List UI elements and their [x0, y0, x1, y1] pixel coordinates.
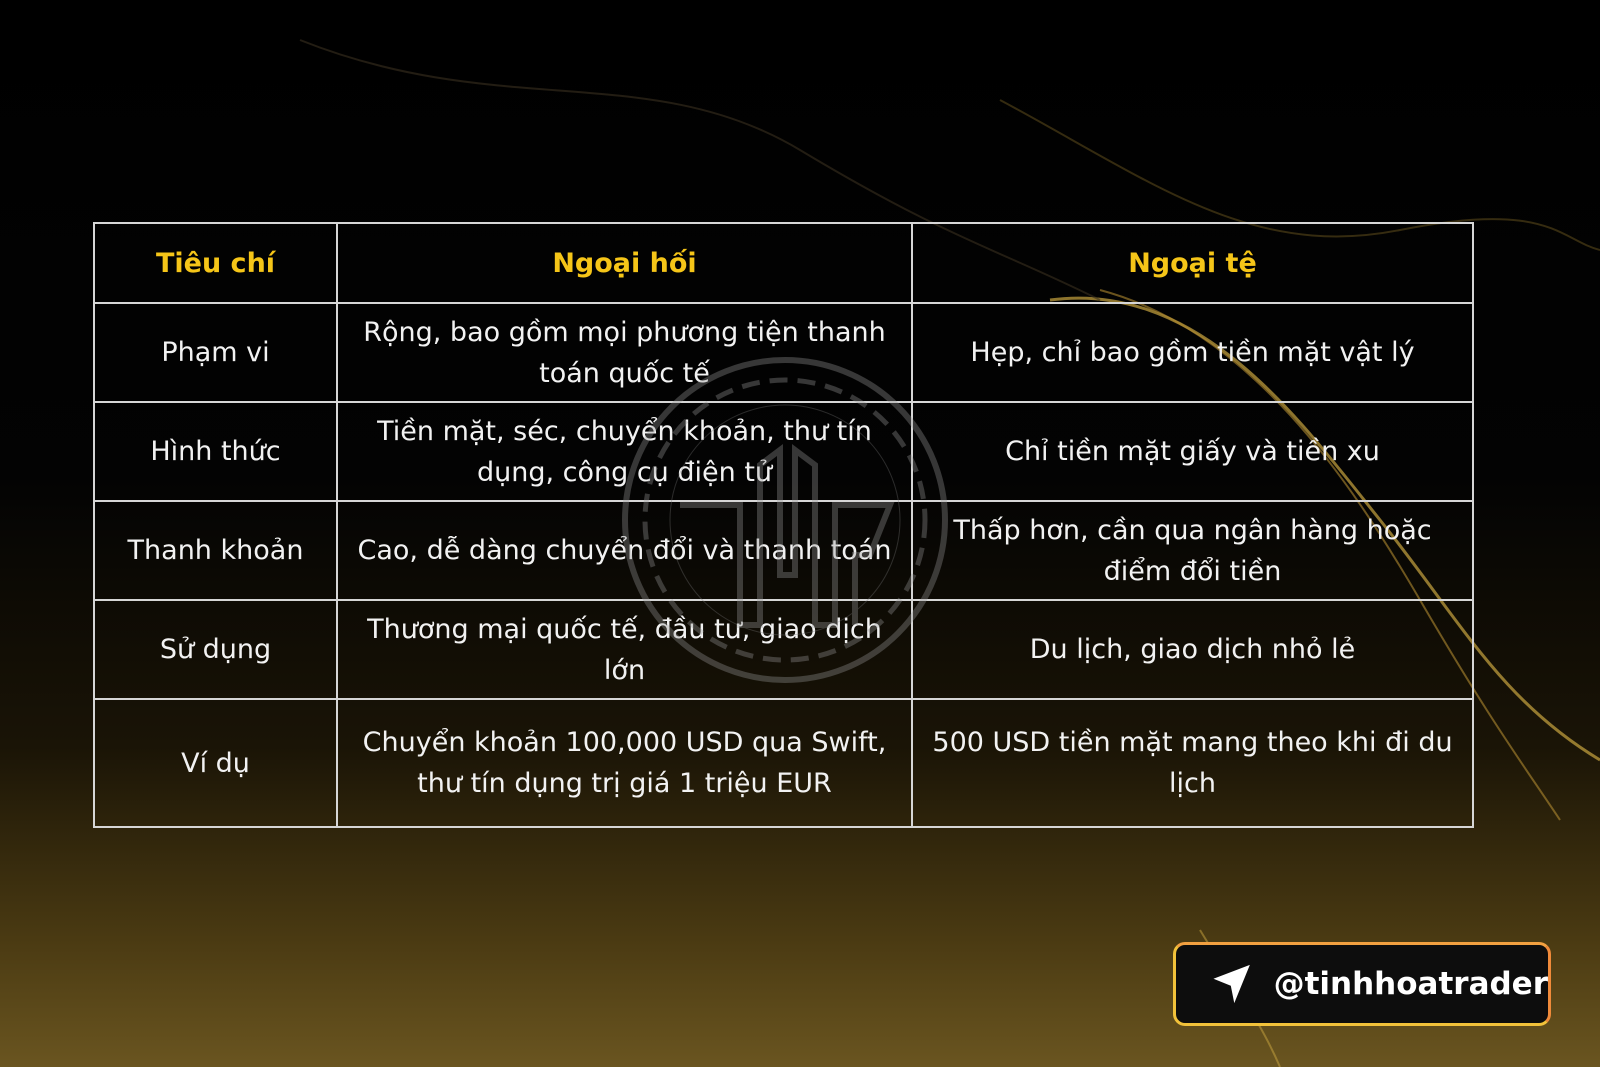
- table-row: [94, 600, 1473, 699]
- row-label: Phạm vi: [94, 303, 337, 402]
- header-forex: Ngoại hối: [337, 223, 912, 303]
- currency-cell: Chỉ tiền mặt giấy và tiền xu: [912, 402, 1473, 501]
- row-label: Sử dụng: [94, 600, 337, 699]
- row-label: Thanh khoản: [94, 501, 337, 600]
- forex-cell: Chuyển khoản 100,000 USD qua Swift, thư tín dụng trị giá 1 triệu EUR: [337, 699, 912, 827]
- row-label: Ví dụ: [94, 699, 337, 827]
- forex-cell: Cao, dễ dàng chuyển đổi và thanh toán: [337, 501, 912, 600]
- table-row: [94, 303, 1473, 402]
- forex-cell: Thương mại quốc tế, đầu tư, giao dịch lớn: [337, 600, 912, 699]
- telegram-handle-badge[interactable]: [1173, 942, 1551, 1026]
- forex-cell: Rộng, bao gồm mọi phương tiện thanh toán quốc tế: [337, 303, 912, 402]
- row-label: Hình thức: [94, 402, 337, 501]
- currency-cell: Thấp hơn, cần qua ngân hàng hoặc điểm đổi tiền: [912, 501, 1473, 600]
- header-criteria: Tiêu chí: [94, 223, 337, 303]
- table-row: [94, 699, 1473, 827]
- table-header-row: [94, 223, 1473, 303]
- currency-cell: 500 USD tiền mặt mang theo khi đi du lịch: [912, 699, 1473, 827]
- currency-cell: Hẹp, chỉ bao gồm tiền mặt vật lý: [912, 303, 1473, 402]
- comparison-table: [93, 222, 1474, 828]
- header-foreign-currency: Ngoại tệ: [912, 223, 1473, 303]
- table-row: [94, 501, 1473, 600]
- telegram-handle: @tinhhoatrader: [1273, 966, 1548, 1002]
- table-row: [94, 402, 1473, 501]
- currency-cell: Du lịch, giao dịch nhỏ lẻ: [912, 600, 1473, 699]
- forex-cell: Tiền mặt, séc, chuyển khoản, thư tín dụng, công cụ điện tử: [337, 402, 912, 501]
- send-icon: [1210, 960, 1252, 1008]
